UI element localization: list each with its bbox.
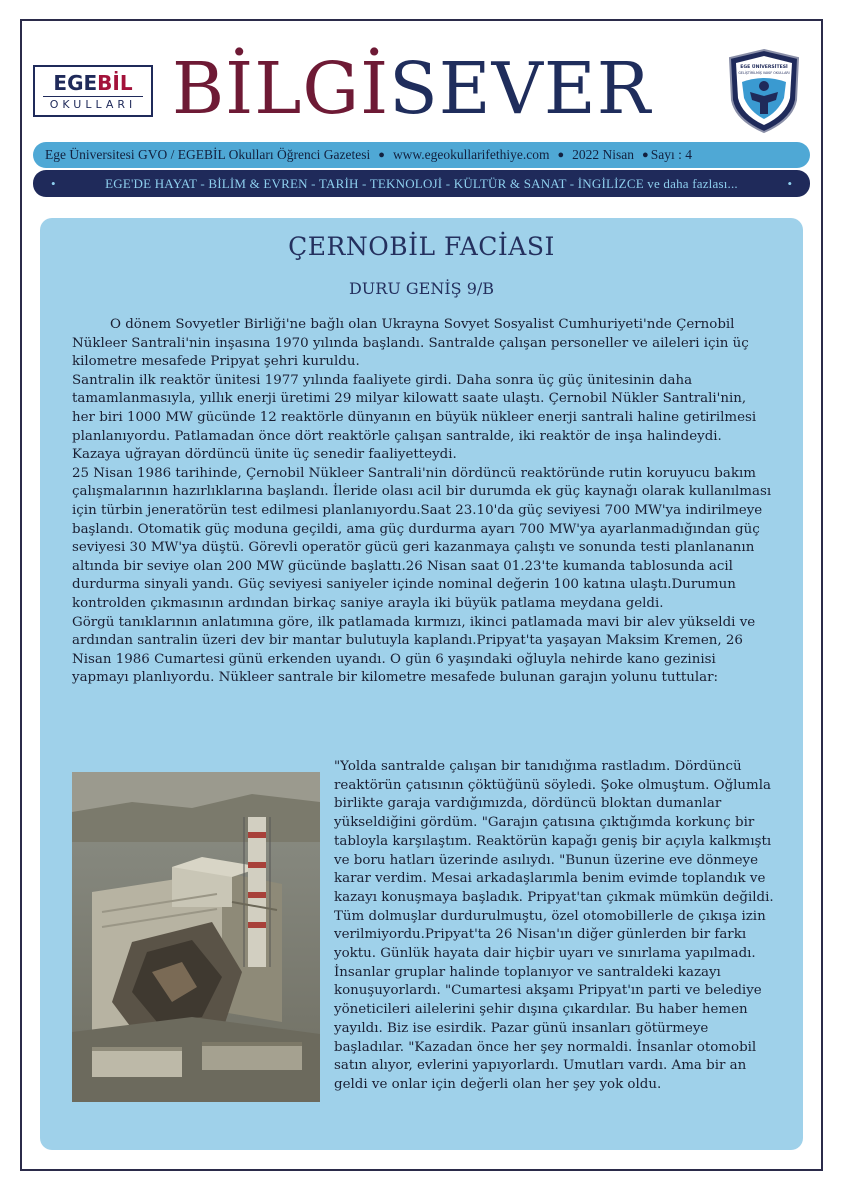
- crest-text-line2: GELİŞTİRİLMİŞ VAKIF OKULLARI: [738, 71, 790, 75]
- separator-dot-icon: ●: [642, 149, 649, 161]
- article-paragraph: 25 Nisan 1986 tarihinde, Çernobil Nükleer Santrali'nin dördüncü reaktöründe rutin koruyucu bakım çalışmalarının hazırlıklarına başlandı. İleride olası acil bir durumda ek güç kaynağı olarak kullanılması için türbin jeneratörün test edilmesi planlanıyordu.Saat 23.10'da güç seviyesi 700 MW'ya indirilmeye başlandı. Otomatik güç moduna geçildi, ama güç durdurma ayarı 700 MW'ya ayarlanmadığından güç seviyesi 30 MW'ya düştü. Görevli operatör gücü geri kazanmaya çalıştı ve sonunda testi planlananın altında bir seviye olan 200 MW gücünde başlattı.26 Nisan saat 01.23'te kumanda tablosunda acil durdurma sinyali yandı. Güç seviyesi saniyeler içinde nominal değerin 100 katına ulaştı.Durumun kontrolden çıkmasının ardından birkaç saniye arayla iki büyük patlama meydana geldi.: [72, 465, 772, 611]
- masthead-title: [172, 48, 682, 130]
- masthead-part1: BİLGİ: [172, 47, 390, 130]
- crest-text-line1: EGE ÜNİVERSİTESİ: [740, 65, 788, 70]
- egebil-logo-brand: EGEBİL: [53, 70, 133, 95]
- bullet-icon: •: [787, 175, 792, 191]
- article-paragraph: O dönem Sovyetler Birliği'ne bağlı olan Ukrayna Sovyet Sosyalist Cumhuriyeti'nde Çernobil Nükleer Santrali'nin inşasına 1970 yılında başlandı. Santralde çalışan personeller ve aileleri için üç kilometre mesafede Pripyat şehri kuruldu.: [72, 317, 749, 370]
- university-crest-logo: [726, 48, 802, 134]
- eyewitness-quote: "Yolda santralde çalışan bir tanıdığıma rastladım. Dördüncü reaktörün çatısının çöktüğünü söyledi. Şoke olmuştum. Oğlumla birlikte garaja vardığımızda, dördüncü bloktan dumanlar yükseldiğini gördüm. "Garajın çatısına çıktığımda korkunç bir tabloyla karşılaştım. Reaktörün kapağı geniş bir açıyla kalkmıştı ve boru hatları üzerinde asılıydı. "Bunun üzerine eve dönmeye karar verdim. Mesai arkadaşlarımla benim evimde toplandık ve kazayı konuşmaya başladık. Pripyat'tan çıkmak mümkün değildi. Tüm dolmuşlar durdurulmuştu, özel otomobillerle de çıkışa izin verilmiyordu.Pripyat'ta 26 Nisan'ın diğer günlerden bir farkı yoktu. Günlük hayata dair hiçbir uyarı ve sınırlama yapılmadı. İnsanlar gruplar halinde toplanıyor ve santraldeki kazayı konuşuyorlardı. "Cumartesi akşamı Pripyat'ın parti ve belediye yöneticileri ailelerini şehir dışına çıkardılar. Bu haber hemen yayıldı. Biz ise esirdik. Pazar günü insanları götürmeye başladılar. "Kazadan önce her şey normaldi. İnsanlar otomobil satın alıyor, evlerini yapıyorlardı. Umutları vardı. Ama bir an geldi ve onlar için değerli olan her şey yok oldu.: [334, 759, 774, 1092]
- separator-dot-icon: ●: [378, 149, 385, 161]
- article-author: DURU GENİŞ 9/B: [348, 279, 495, 298]
- publisher-text: Ege Üniversitesi GVO / EGEBİL Okulları Öğrenci Gazetesi: [45, 147, 371, 162]
- bullet-icon: •: [51, 175, 56, 191]
- separator-dot-icon: ●: [557, 149, 565, 161]
- chernobyl-reactor-photo: [72, 772, 320, 1102]
- egebil-logo-sub: OKULLARI: [43, 96, 143, 111]
- info-bar: [33, 142, 810, 168]
- article-paragraph: Görgü tanıklarının anlatımına göre, ilk patlamada kırmızı, ikinci patlamada mavi bir alev yükseldi ve ardından santralin üzeri dev bir mantar bulutuyla kaplandı.Pripyat'ta yaşayan Maksim Kremen, 26 Nisan 1986 Cumartesi günü erkenden uyandı. O gün 6 yaşındaki oğluyla nehirde kano gezinisi yapmayı planlıyordu. Nükleer santrale bir kilometre mesafede bulunan garajın yolunu tuttular:: [72, 614, 756, 686]
- topics-bar: [33, 170, 810, 197]
- website-link[interactable]: www.egeokullarifethiye.com: [392, 147, 550, 162]
- article-body: [72, 316, 772, 688]
- article-paragraph: Santralin ilk reaktör ünitesi 1977 yılında faaliyete girdi. Daha sonra üç güç ünitesinin daha tamamlanmasıyla, yıllık enerji üretimi 29 milyar kilowatt saate ulaştı. Çernobil Nükler Santrali'nin, her biri 1000 MW gücünde 12 reaktörle dünyanın en büyük nükleer enerji santrali haline getirilmesi planlanıyordu. Patlamadan önce dört reaktörle çalışan santralde, iki reaktör de inşa halindeydi. Kazaya uğrayan dördüncü ünite üç senedir faaliyetteydi.: [72, 372, 757, 463]
- issue-date: 2022 Nisan: [572, 147, 635, 162]
- topics-list: EGE'DE HAYAT - BİLİM & EVREN - TARİH - TEKNOLOJİ - KÜLTÜR & SANAT - İNGİLİZCE ve daha fazlası...: [105, 175, 738, 191]
- egebil-logo: [33, 65, 153, 117]
- issue-number: Sayı : 4: [650, 147, 692, 162]
- article-title: ÇERNOBİL FACİASI: [288, 232, 555, 261]
- masthead-part2: SEVER: [389, 47, 652, 130]
